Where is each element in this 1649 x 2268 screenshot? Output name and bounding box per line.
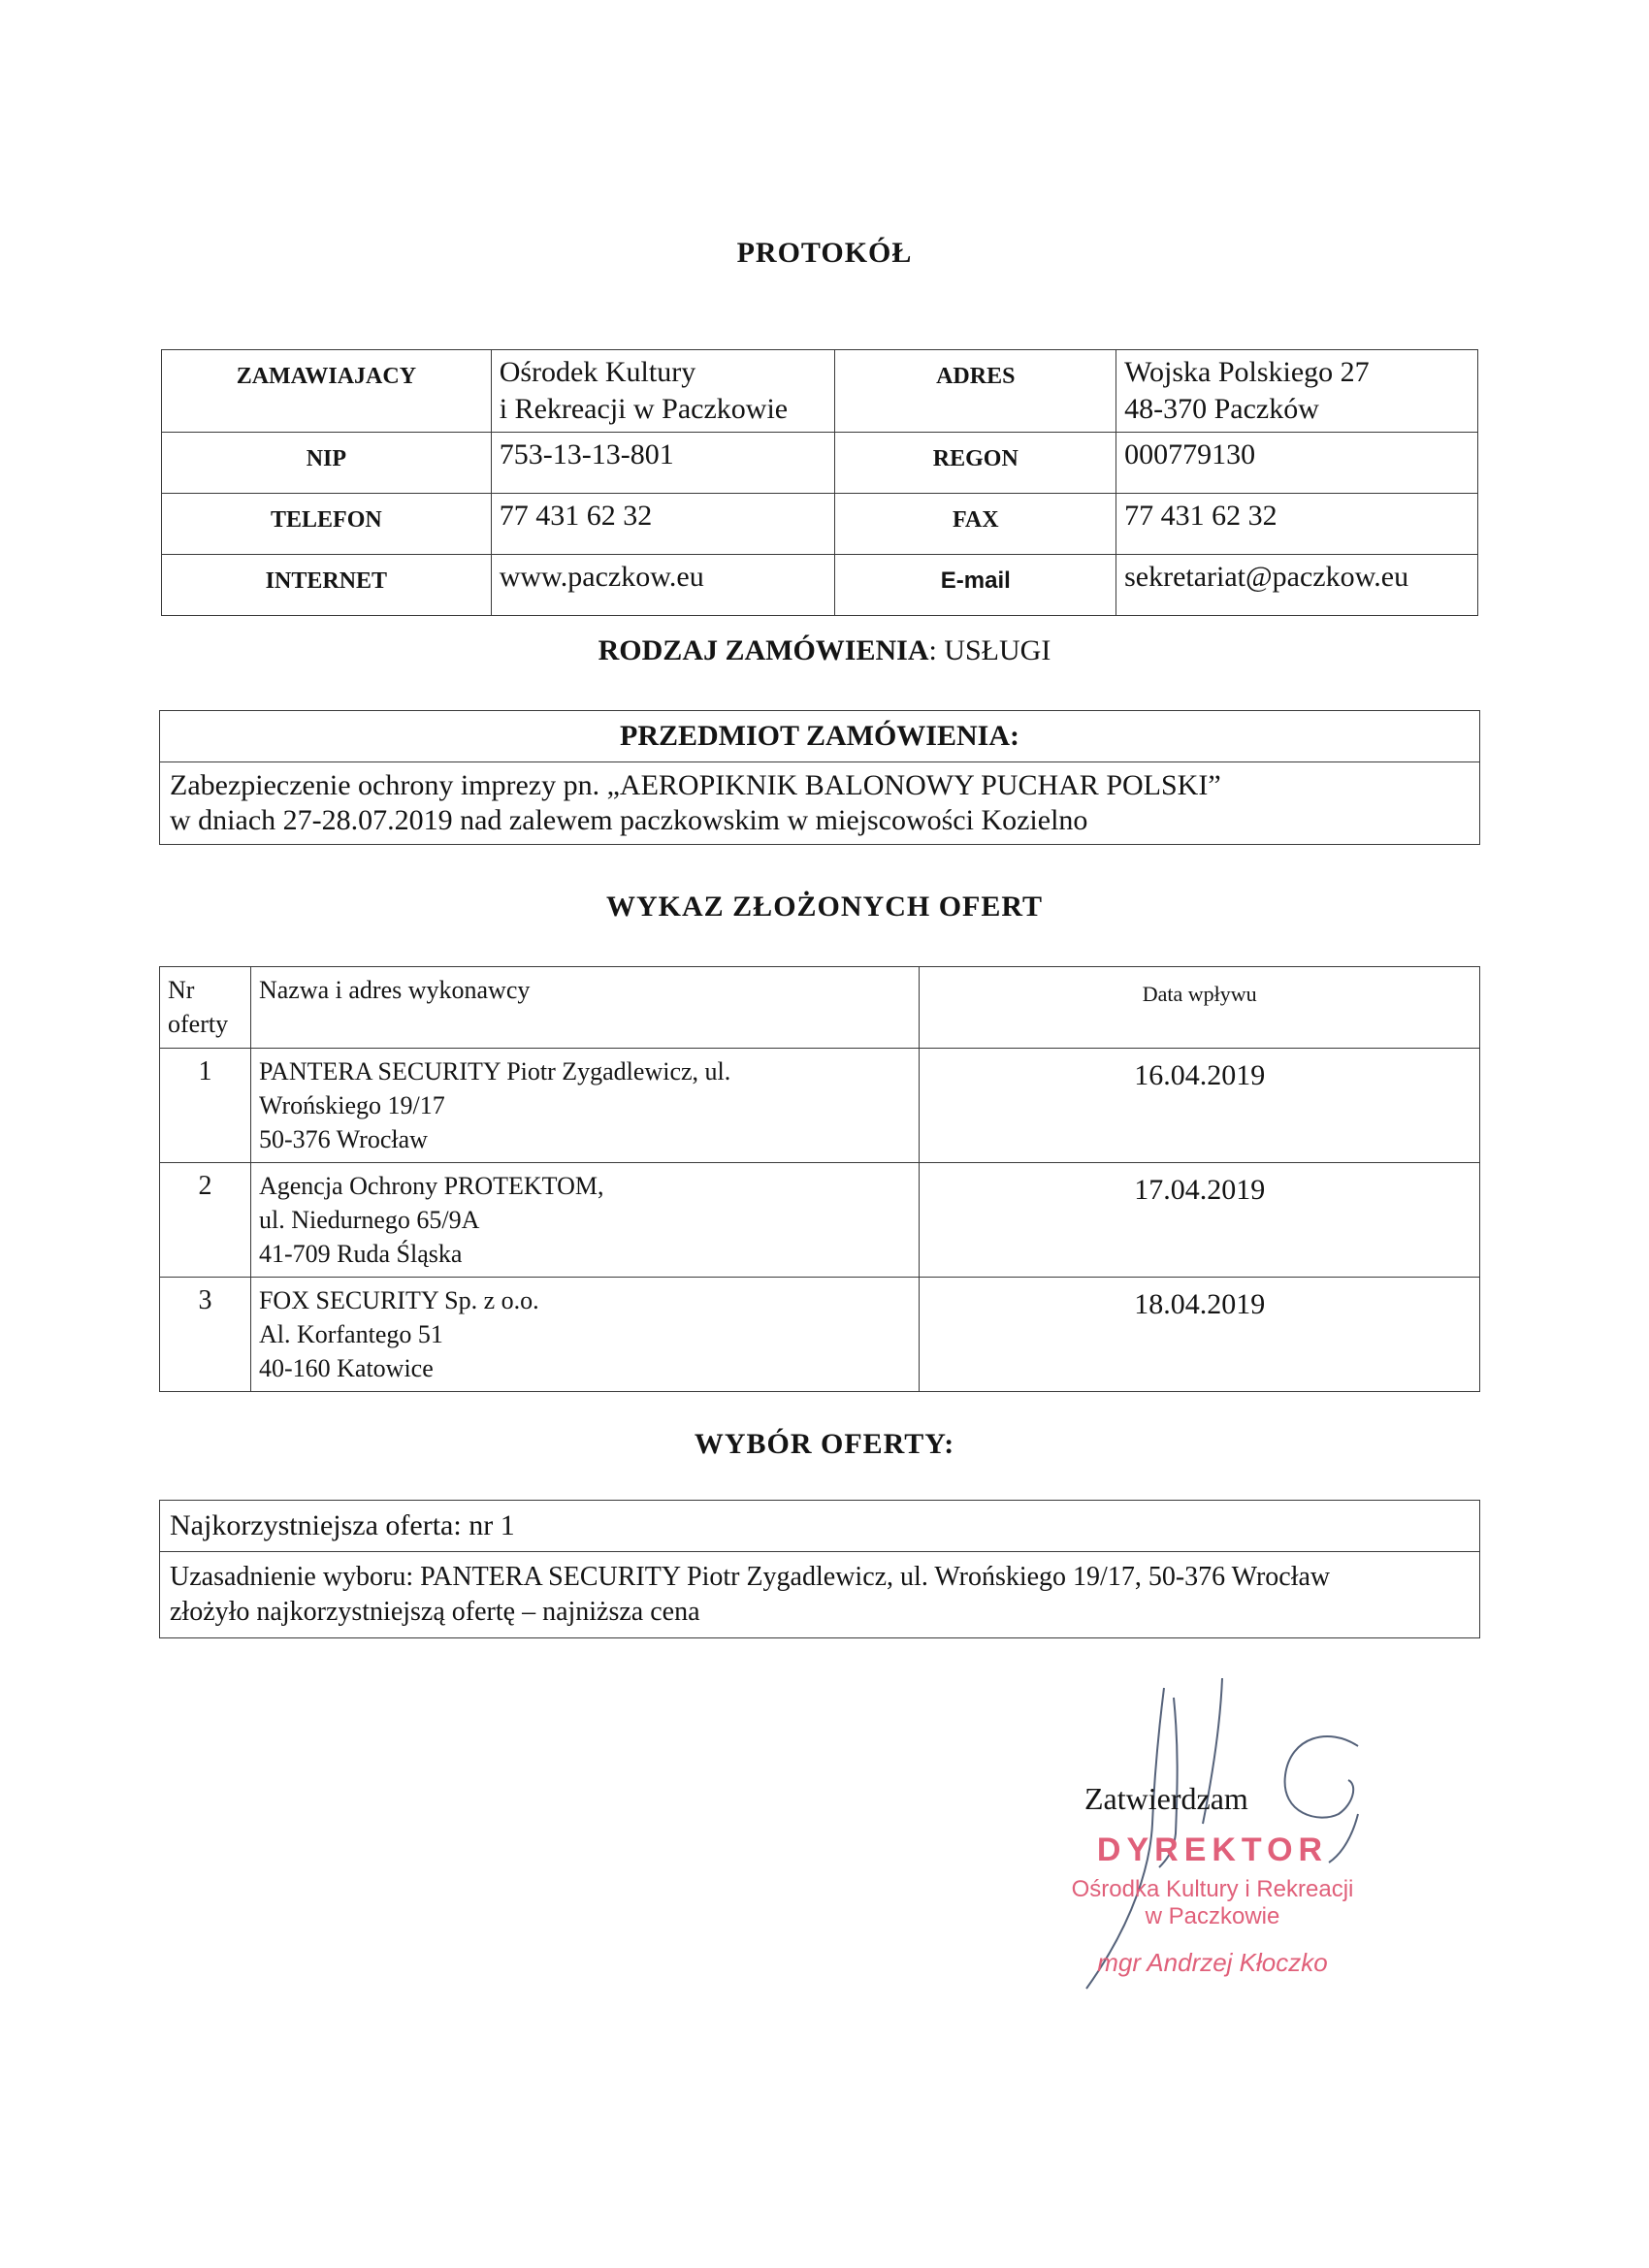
- value-nip: 753-13-13-801: [491, 433, 835, 494]
- offer-contractor-line3: 41-709 Ruda Śląska: [258, 1240, 463, 1268]
- zamawiajacy-line1: Ośrodek Kultury: [499, 356, 696, 388]
- table-row: [162, 433, 1478, 494]
- col-header-date: Data wpływu: [920, 967, 1480, 1049]
- order-type-value: : USŁUGI: [928, 634, 1051, 666]
- stamp-title: DYREKTOR: [1096, 1831, 1329, 1868]
- col-header-name: Nazwa i adres wykonawcy: [250, 967, 919, 1049]
- offers-heading: WYKAZ ZŁOŻONYCH OFERT: [606, 891, 1043, 923]
- justification-line2: złożyło najkorzystniejszą ofertę – najniższa cena: [170, 1597, 700, 1627]
- table-row: [160, 1278, 1480, 1392]
- table-row: [160, 1552, 1480, 1638]
- col-header-nr: [160, 967, 251, 1049]
- order-type: [0, 634, 1649, 667]
- offer-date: 18.04.2019: [920, 1278, 1480, 1392]
- stamp-location: w Paczkowie: [1145, 1903, 1280, 1929]
- document-title: PROTOKÓŁ: [736, 237, 913, 269]
- subject-line2: w dniach 27-28.07.2019 nad zalewem paczkowskim w miejscowości Kozielno: [170, 804, 1088, 836]
- value-adres: [1116, 350, 1478, 433]
- adres-line2: 48-370 Paczków: [1124, 393, 1319, 425]
- table-row: [162, 494, 1478, 555]
- offer-contractor-line3: 50-376 Wrocław: [258, 1125, 428, 1153]
- best-offer: Najkorzystniejsza oferta: nr 1: [160, 1501, 1480, 1552]
- justification: [160, 1552, 1480, 1638]
- offer-contractor: [250, 1049, 919, 1163]
- offer-nr: 2: [160, 1163, 251, 1278]
- offer-date: 17.04.2019: [920, 1163, 1480, 1278]
- offer-contractor-line1: Agencja Ochrony PROTEKTOM,: [258, 1172, 604, 1200]
- offer-contractor: [250, 1163, 919, 1278]
- offers-table: [159, 966, 1480, 1392]
- adres-line1: Wojska Polskiego 27: [1124, 356, 1370, 388]
- subject-text: [160, 762, 1480, 845]
- justification-line1: Uzasadnienie wyboru: PANTERA SECURITY Piotr Zygadlewicz, ul. Wrońskiego 19/17, 50-376 Wrocław: [170, 1562, 1331, 1592]
- table-row: [160, 762, 1480, 845]
- label-telefon: TELEFON: [162, 494, 492, 555]
- value-regon: 000779130: [1116, 433, 1478, 494]
- offer-contractor-line1: PANTERA SECURITY Piotr Zygadlewicz, ul.: [258, 1057, 731, 1085]
- label-zamawiajacy: ZAMAWIAJACY: [162, 350, 492, 433]
- offer-nr: 3: [160, 1278, 251, 1392]
- table-row: [160, 1163, 1480, 1278]
- table-row: [160, 1501, 1480, 1552]
- label-adres: ADRES: [835, 350, 1116, 433]
- label-regon: REGON: [835, 433, 1116, 494]
- label-nip: NIP: [162, 433, 492, 494]
- offer-contractor-line2: Al. Korfantego 51: [258, 1320, 443, 1348]
- col-header-nr-line2: oferty: [168, 1010, 229, 1038]
- label-email: E-mail: [835, 555, 1116, 616]
- table-row: [162, 350, 1478, 433]
- subject-heading: PRZEDMIOT ZAMÓWIENIA:: [160, 711, 1480, 762]
- zamawiajacy-line2: i Rekreacji w Paczkowie: [499, 393, 789, 425]
- subject-table: [159, 710, 1480, 845]
- table-header-row: [160, 967, 1480, 1049]
- selection-heading: WYBÓR OFERTY:: [694, 1428, 955, 1460]
- ordering-party-table: [161, 349, 1478, 616]
- table-row: [160, 711, 1480, 762]
- subject-line1: Zabezpieczenie ochrony imprezy pn. „AEROPIKNIK BALONOWY PUCHAR POLSKI”: [170, 769, 1221, 801]
- offer-date: 16.04.2019: [920, 1049, 1480, 1163]
- table-row: [160, 1049, 1480, 1163]
- label-internet: INTERNET: [162, 555, 492, 616]
- value-telefon: 77 431 62 32: [491, 494, 835, 555]
- offer-contractor-line2: ul. Niedurnego 65/9A: [258, 1206, 480, 1234]
- order-type-label: RODZAJ ZAMÓWIENIA: [598, 634, 929, 666]
- value-email: sekretariat@paczkow.eu: [1116, 555, 1478, 616]
- label-fax: FAX: [835, 494, 1116, 555]
- offer-contractor-line1: FOX SECURITY Sp. z o.o.: [258, 1286, 539, 1314]
- value-internet: www.paczkow.eu: [491, 555, 835, 616]
- value-fax: 77 431 62 32: [1116, 494, 1478, 555]
- offer-contractor: [250, 1278, 919, 1392]
- approval-text: Zatwierdzam: [1084, 1781, 1248, 1816]
- offer-contractor-line3: 40-160 Katowice: [258, 1354, 434, 1382]
- value-zamawiajacy: [491, 350, 835, 433]
- offer-nr: 1: [160, 1049, 251, 1163]
- table-row: [162, 555, 1478, 616]
- offer-contractor-line2: Wrońskiego 19/17: [258, 1091, 445, 1119]
- col-header-nr-line1: Nr: [168, 976, 195, 1004]
- stamp-name: mgr Andrzej Kłoczko: [1097, 1948, 1328, 1977]
- stamp-institution: Ośrodka Kultury i Rekreacji: [1071, 1876, 1354, 1902]
- selection-table: [159, 1500, 1480, 1638]
